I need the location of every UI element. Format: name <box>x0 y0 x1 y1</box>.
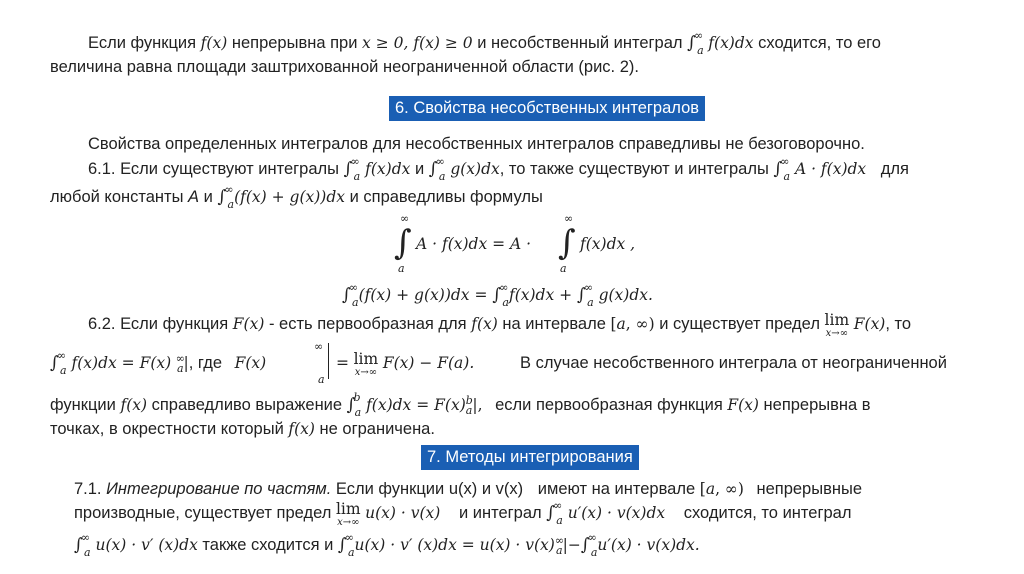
s6-p61-line1: 6.1. Если существуют интегралы $\int^\infty_a$ f(x)dx и $\int^\infty_a$ g(x)dx, то также существуют и интегралы $\int^\infty_a$ A · f(x)dx для <box>88 155 909 183</box>
s6-p62-line1: 6.2. Если функция F(x) - есть первообразная для f(x) на интервале [a, ∞) и существует предел lim x→∞ F(x), то <box>88 311 912 339</box>
s7-p71-line3: $\int^\infty_a$ u(x) · v′ (x)dx также сходится и $\int^\infty_au(x) \cdot v'$ $(x)dx = u(x) \cdot v(x)^\infty_a|-\int^\infty_au'(x) \cdot v(x)dx$. <box>74 531 700 559</box>
integral-symbol: $\int^\infty_a$ <box>687 29 704 57</box>
p1-line1: Если функция f(x) непрерывна при x ≥ 0, f(x) ≥ 0 и несобственный интеграл $\int^\infty_a$ f(x)dx сходится, то его <box>88 29 881 57</box>
formula-sum: $\int^\infty_a(f(x) + g(x))dx = \int^\infty_af(x)dx + \int^\infty_a$ g(x)dx. <box>342 281 653 309</box>
formula-const-multiple: A · f(x)dx = A · <box>416 235 532 253</box>
math-fx: f(x) <box>200 34 228 52</box>
s6-p61-line2: любой константы A и $\int^\infty_a(f(x) + g(x))dx$ и справедливы формулы <box>50 183 543 211</box>
evaluation-bar <box>328 343 329 379</box>
s6-intro: Свойства определенных интегралов для несобственных интегралов справедливы не безоговорочно. <box>88 135 865 153</box>
section-7-header: 7. Методы интегрирования <box>421 445 639 470</box>
s7-p71-line1: 7.1. Интегрирование по частям. Если функции u(x) и v(x) имеют на интервале [a, ∞) непрерывные <box>74 480 863 498</box>
big-integral-1: ∫ <box>394 223 412 263</box>
s6-p62-line4: точках, в окрестности который f(x) не ограничена. <box>50 420 435 438</box>
s7-p71-line2: производные, существует предел lim x→∞ u(x) · v(x) и интеграл $\int^\infty_a$ u′(x) · v(x)dx сходится, то интеграл <box>74 499 852 528</box>
limit-expression: lim x→∞ <box>824 311 850 339</box>
section-6-header: 6. Свойства несобственных интегралов <box>389 96 705 121</box>
math-condition: x ≥ 0, f(x) ≥ 0 <box>362 34 473 52</box>
s6-p62-line2: $\int^\infty_a$ f(x)dx = F(x) ∞$_a$|, где F(x) <box>50 349 267 377</box>
p1-line2: величина равна площади заштрихованной неограниченной области (рис. 2). <box>50 58 639 76</box>
s6-p62-line3: функции f(x) справедливо выражение ∫$^b_a$ $f(x)dx = F(x)^b_a|$, если первообразная функция F(x) непрерывна в <box>50 391 871 419</box>
